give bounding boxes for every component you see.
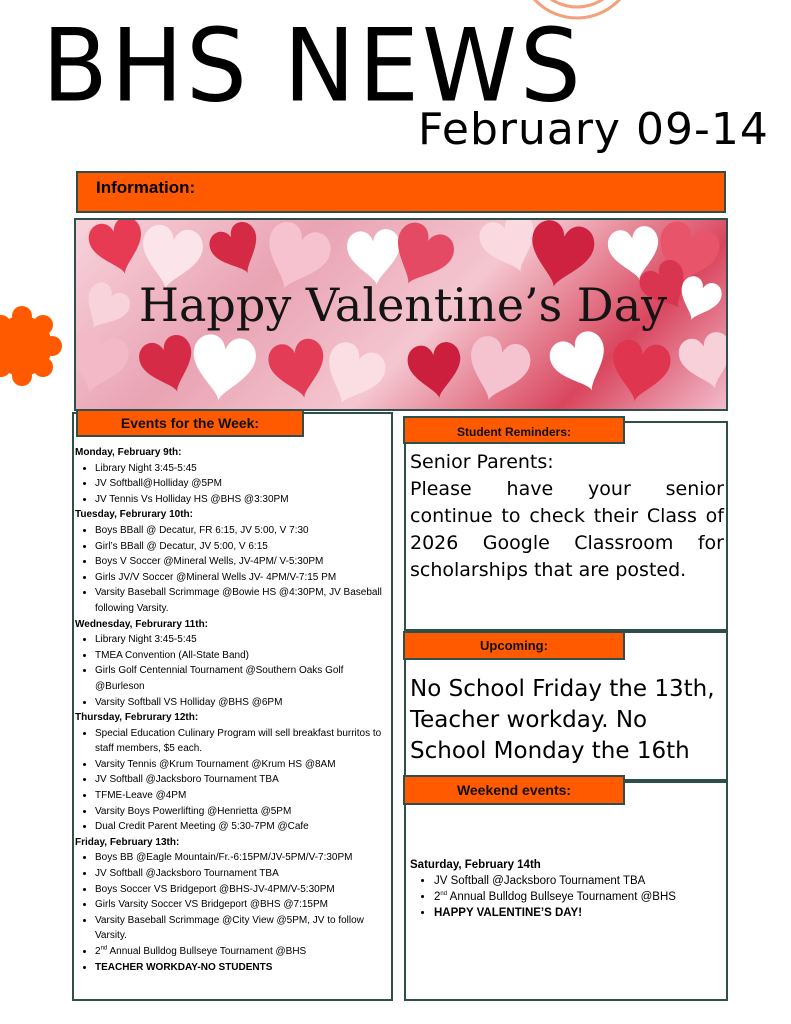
reminders-body: Please have your senior continue to check their Class of 2026 Google Classroom for scholarships that are posted.: [410, 478, 724, 581]
friday-heading: Friday, February 13th:: [75, 836, 180, 848]
reminders-tab: Student Reminders:: [403, 416, 625, 444]
list-item: • Varsity Boys Powerlifting @Henrietta @5PM: [95, 804, 391, 820]
upcoming-text: No School Friday the 13th, Teacher workday. No School Monday the 16th: [410, 676, 715, 764]
list-item: • Boys V Soccer @Mineral Wells, JV-4PM/ V-5:30PM: [95, 554, 391, 570]
saturday-heading: Saturday, February 14th: [410, 859, 541, 871]
list-item: • Girl’s BBall @ Decatur, JV 5:00, V 6:15: [95, 539, 391, 555]
wednesday-heading: Wednesday, Februrary 11th:: [75, 618, 209, 630]
friday-items: [75, 850, 391, 975]
weekend-tab: Weekend events:: [403, 775, 625, 805]
list-item: • Girls JV/V Soccer @Mineral Wells JV- 4PM/V-7:15 PM: [95, 570, 391, 586]
thursday-heading: Thursday, Februrary 12th:: [75, 712, 199, 724]
tuesday-heading: Tuesday, Februrary 10th:: [75, 509, 193, 521]
list-item: • Varsity Baseball Scrimmage @City View @5PM, JV to follow Varsity.: [95, 913, 391, 944]
bullseye-num: 2: [95, 946, 101, 957]
wednesday-items: [75, 632, 391, 710]
decorative-flower: [0, 306, 62, 386]
list-item: • Girls Varsity Soccer VS Bridgeport @BHS @7:15PM: [95, 897, 391, 913]
list-item: [95, 944, 391, 960]
list-item: • Varsity Softball VS Holliday @BHS @6PM: [95, 695, 391, 711]
list-item: • Boys BBall @ Decatur, FR 6:15, JV 5:00, V 7:30: [95, 523, 391, 539]
list-item: • Library Night 3:45-5:45: [95, 461, 391, 477]
list-item: • Dual Credit Parent Meeting @ 5:30-7PM @Cafe: [95, 819, 391, 835]
thursday-items: [75, 726, 391, 835]
valentines-item: • HAPPY VALENTINE’S DAY!: [434, 905, 726, 921]
list-item: • JV Softball @Jacksboro Tournament TBA: [434, 873, 726, 889]
bullseye-text: Annual Bulldog Bullseye Tournament @BHS: [447, 891, 676, 903]
bullseye-num: 2: [434, 891, 441, 903]
upcoming-tab: Upcoming:: [403, 631, 625, 660]
events-tab: Events for the Week:: [76, 409, 304, 437]
list-item: • JV Tennis Vs Holliday HS @BHS @3:30PM: [95, 492, 391, 508]
list-item: [434, 889, 726, 905]
list-item: • TFME-Leave @4PM: [95, 788, 391, 804]
list-item: • JV Softball @Jacksboro Tournament TBA: [95, 772, 391, 788]
teacher-workday-item: • TEACHER WORKDAY-NO STUDENTS: [95, 960, 391, 976]
newsletter-dates: February 09-14: [418, 104, 769, 155]
tuesday-items: [75, 523, 391, 617]
reminders-heading: Senior Parents:: [410, 451, 554, 473]
monday-heading: Monday, February 9th:: [75, 447, 182, 458]
information-label: Information:: [96, 178, 196, 197]
valentine-banner: [74, 218, 728, 411]
list-item: • Boys BB @Eagle Mountain/Fr.-6:15PM/JV-5PM/V-7:30PM: [95, 850, 391, 866]
saturday-items: [410, 873, 726, 921]
bullseye-text: Annual Bulldog Bullseye Tournament @BHS: [107, 946, 307, 957]
list-item: • Varsity Tennis @Krum Tournament @Krum HS @8AM: [95, 757, 391, 773]
bullseye-sup: nd: [100, 945, 108, 952]
list-item: • TMEA Convention (All-State Band): [95, 648, 391, 664]
list-item: • JV Softball @Jacksboro Tournament TBA: [95, 866, 391, 882]
events-list: [75, 445, 391, 975]
weekend-list: [410, 857, 726, 921]
list-item: • Special Education Culinary Program will sell breakfast burritos to staff members, $5 each.: [95, 726, 391, 757]
newsletter-title: BHS NEWS: [42, 7, 584, 125]
bullseye-sup: nd: [440, 891, 448, 898]
list-item: • JV Softball@Holliday @5PM: [95, 476, 391, 492]
reminders-text: [410, 449, 724, 584]
monday-items: [75, 461, 391, 508]
list-item: • Boys Soccer VS Bridgeport @BHS-JV-4PM/V-5:30PM: [95, 882, 391, 898]
list-item: • Varsity Baseball Scrimmage @Bowie HS @4:30PM, JV Baseball following Varsity.: [95, 585, 391, 616]
banner-text: Happy Valentine’s Day: [138, 278, 668, 332]
list-item: • Library Night 3:45-5:45: [95, 632, 391, 648]
list-item: • Girls Golf Centennial Tournament @Southern Oaks Golf @Burleson: [95, 663, 391, 694]
